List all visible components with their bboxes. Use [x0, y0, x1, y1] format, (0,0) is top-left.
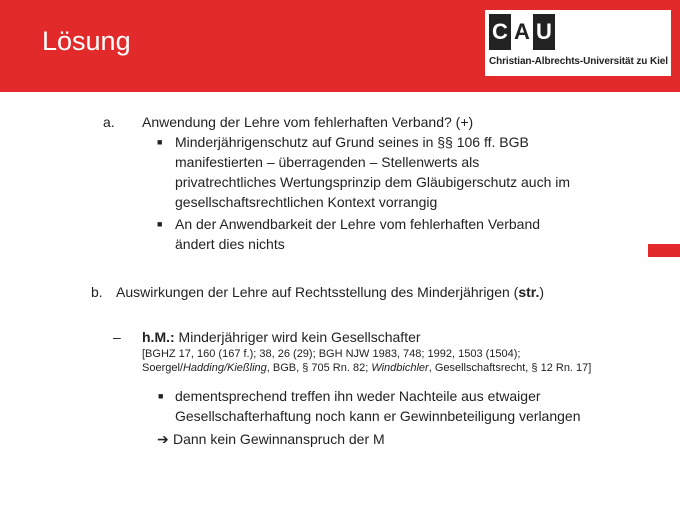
logo-letter-a: A — [511, 14, 533, 50]
section-b-heading-main: Auswirkungen der Lehre auf Rechtsstellung des Minderjährigen ( — [116, 284, 519, 300]
hm-statement — [142, 327, 421, 347]
citation-line1: [BGHZ 17, 160 (167 f.); 38, 26 (29); BGH NJW 1983, 748; 1992, 1503 (1504); — [142, 348, 521, 360]
conclusion-text: Dann kein Gewinnanspruch der M — [173, 431, 385, 447]
slide-header — [0, 0, 680, 92]
section-a-bullet1-line3: privatrechtliches Wertungsprinzip dem Gläubigerschutz auch im — [175, 174, 571, 190]
square-bullet-icon: ■ — [158, 391, 164, 401]
section-a-marker: a. — [103, 114, 115, 130]
slide-title: Lösung — [42, 26, 131, 56]
logo-letter-c: C — [489, 14, 511, 50]
hm-text: Minderjähriger wird kein Gesellschafter — [174, 329, 421, 345]
section-b-heading — [116, 282, 544, 302]
side-accent-bar — [648, 244, 680, 257]
cau-logo — [485, 10, 671, 76]
logo-letters — [489, 14, 555, 50]
section-b-heading-end: ) — [539, 284, 545, 300]
section-a-bullet1-line4: gesellschaftsrechtlichen Kontext vorrangig — [175, 194, 438, 210]
logo-subtitle: Christian-Albrechts-Universität zu Kiel — [489, 56, 668, 67]
citation-bgb: , BGB, § 705 Rn. 82; — [266, 362, 372, 374]
section-a-heading: Anwendung der Lehre vom fehlerhaften Verband? (+) — [142, 114, 474, 130]
section-b-marker: b. — [91, 284, 103, 300]
section-a-bullet1-line1: Minderjährigenschutz auf Grund seines in §§ 106 ff. BGB — [175, 134, 529, 150]
hm-label: h.M.: — [142, 329, 175, 345]
section-b-bullet-line2: Gesellschafterhaftung noch kann er Gewinnbeteiligung verlangen — [175, 408, 581, 424]
section-a-bullet1-line2: manifestierten – überragenden – Stellenwerts als — [175, 154, 480, 170]
citation-soergel: Soergel/ — [142, 362, 183, 374]
citation-line2 — [142, 361, 591, 375]
citation-hadding: Hadding/Kießling — [182, 362, 267, 374]
section-a-bullet2-line1: An der Anwendbarkeit der Lehre vom fehlerhaften Verband — [175, 216, 541, 232]
square-bullet-icon: ■ — [157, 137, 163, 147]
dash-marker: – — [113, 329, 121, 345]
logo-letter-u: U — [533, 14, 555, 50]
citation-windbichler: Windbichler — [371, 362, 429, 374]
citation-gesr: , Gesellschaftsrecht, § 12 Rn. 17] — [428, 362, 592, 374]
arrow-right-icon: ➔ — [157, 431, 169, 447]
square-bullet-icon: ■ — [157, 219, 163, 229]
section-a-bullet2-line2: ändert dies nichts — [175, 236, 285, 252]
section-b-bullet-line1: dementsprechend treffen ihn weder Nachteile aus etwaiger — [175, 388, 541, 404]
section-b-heading-bold: str. — [518, 284, 540, 300]
